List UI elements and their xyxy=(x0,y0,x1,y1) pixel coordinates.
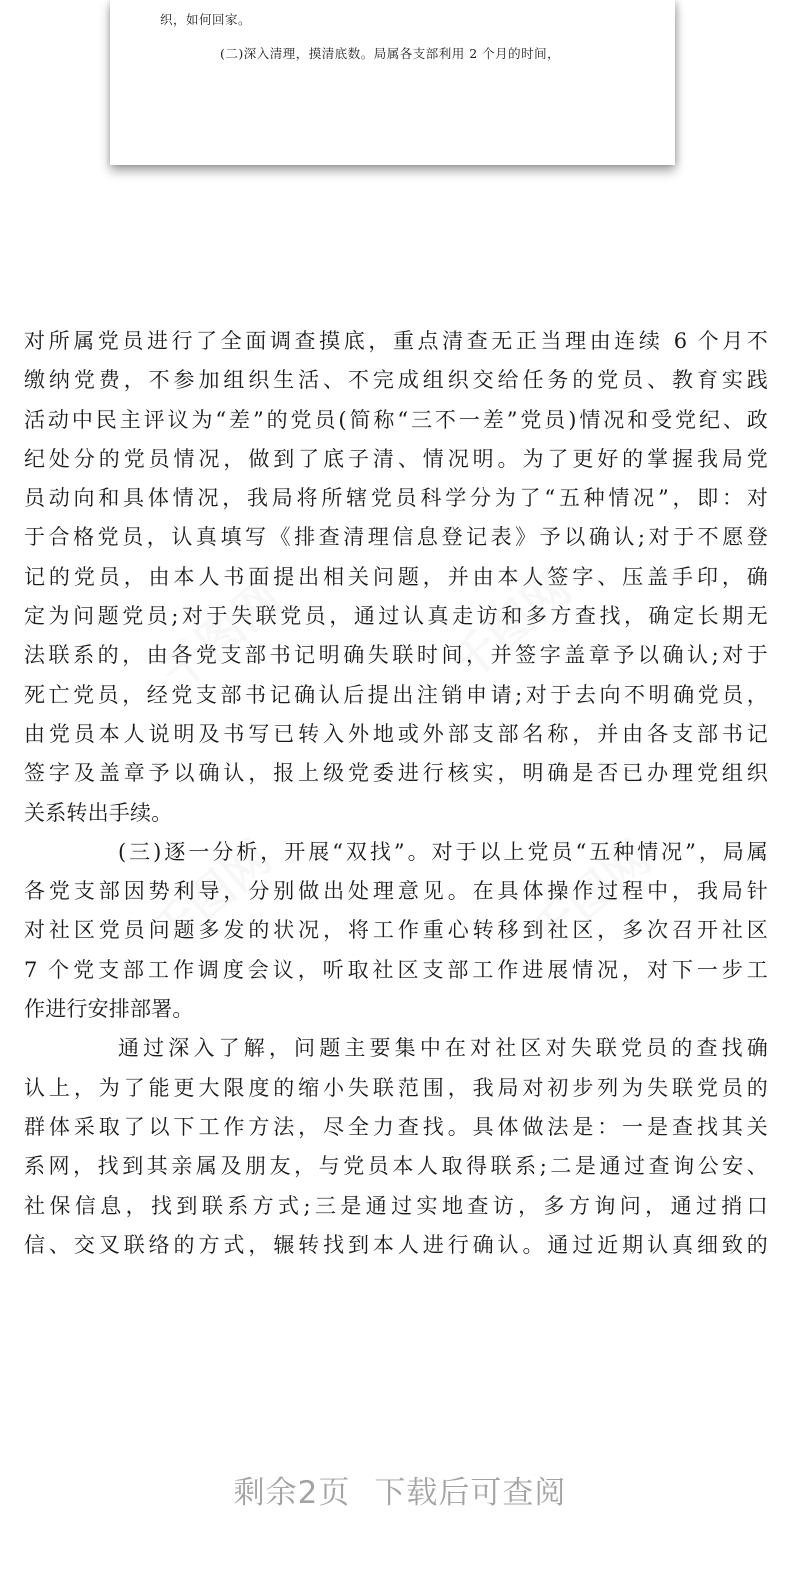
text-line: 作进行安排部署。 xyxy=(24,997,194,1022)
text-line: 死亡党员，经党支部书记确认后提出注销申请;对于去向不明确党员， xyxy=(24,682,768,707)
download-to-view-label: 下载后可查阅 xyxy=(374,1475,567,1511)
remaining-pages-label: 剩余2页 xyxy=(233,1475,351,1511)
text-line: 通过深入了解，问题主要集中在对社区对失联党员的查找确 xyxy=(118,1036,768,1061)
text-line: 系网，找到其亲属及朋友，与党员本人取得联系;二是通过查询公安、 xyxy=(24,1154,768,1179)
text-line: (三)逐一分析，开展“双找”。对于以上党员“五种情况”，局属 xyxy=(118,839,768,864)
text-line: 缴纳党费，不参加组织生活、不完成组织交给任务的党员、教育实践 xyxy=(24,368,768,393)
text-line: 关系转出手续。 xyxy=(24,800,173,825)
text-line: 签字及盖章予以确认，报上级党委进行核实，明确是否已办理党组织 xyxy=(24,761,768,786)
text-line: 法联系的，由各党支部书记明确失联时间，并签字盖章予以确认;对于 xyxy=(24,643,768,668)
text-line: 信、交叉联络的方式，辗转找到本人进行确认。通过近期认真细致的 xyxy=(24,1232,768,1257)
watermark-3: 千图网 xyxy=(140,830,282,961)
previous-page-line: 织，如何回家。 xyxy=(160,12,252,27)
watermark-1: 千图网 xyxy=(150,570,292,701)
previous-page-preview xyxy=(110,0,675,165)
text-line: 对社区党员问题多发的状况，将工作重心转移到社区，多次召开社区 xyxy=(24,918,768,943)
text-line: 群体采取了以下工作方法，尽全力查找。具体做法是：一是查找其关 xyxy=(24,1114,768,1139)
text-line: 纪处分的党员情况，做到了底子清、情况明。为了更好的掌握我局党 xyxy=(24,446,768,471)
watermark-2: 千图网 xyxy=(440,560,582,691)
download-prompt[interactable] xyxy=(0,1467,800,1512)
text-line: 对所属党员进行了全面调查摸底，重点清查无正当理由连续 6 个月不 xyxy=(24,329,768,353)
text-line: 各党支部因势利导，分别做出处理意见。在具体操作过程中，我局针 xyxy=(24,879,768,904)
document-body xyxy=(24,322,768,1265)
text-line: 认上，为了能更大限度的缩小失联范围，我局对初步列为失联党员的 xyxy=(24,1075,768,1100)
text-line: 社保信息，找到联系方式;三是通过实地查访，多方询问，通过捎口 xyxy=(24,1193,768,1218)
text-line: 定为问题党员;对于失联党员，通过认真走访和多方查找，确定长期无 xyxy=(24,604,768,629)
text-line: 由党员本人说明及书写已转入外地或外部支部名称，并由各支部书记 xyxy=(24,721,768,746)
watermark-4: 千图网 xyxy=(520,830,662,961)
text-line: 员动向和具体情况，我局将所辖党员科学分为了“五种情况”，即：对 xyxy=(24,486,768,511)
previous-page-line: (二)深入清理，摸清底数。局属各支部利用 2 个月的时间， xyxy=(220,46,561,61)
text-line: 活动中民主评议为“差”的党员(简称“三不一差”党员)情况和受党纪、政 xyxy=(24,407,768,432)
text-line: 于合格党员，认真填写《排查清理信息登记表》予以确认;对于不愿登 xyxy=(24,525,768,550)
text-line: 记的党员，由本人书面提出相关问题，并由本人签字、压盖手印，确 xyxy=(24,564,768,589)
text-line: 7 个党支部工作调度会议，听取社区支部工作进展情况，对下一步工 xyxy=(24,957,768,982)
